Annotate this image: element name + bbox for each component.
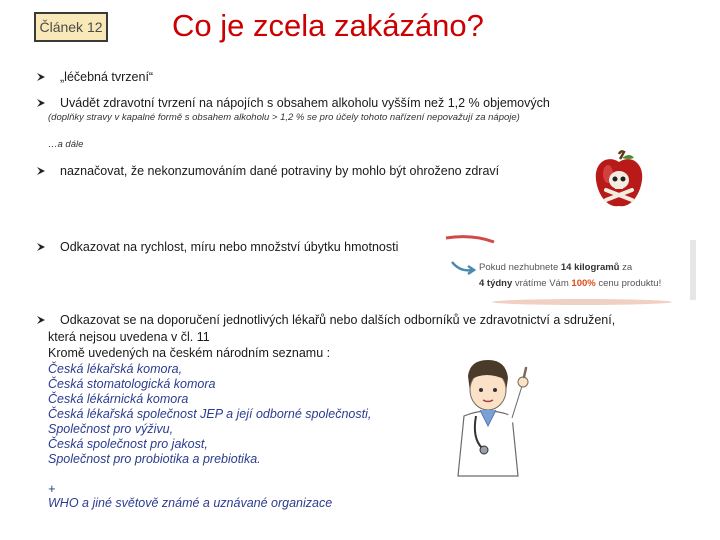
bullet-arrow-icon xyxy=(36,242,46,252)
bullet-text: „léčebná tvrzení“ xyxy=(60,70,154,84)
weight-ad-line-2: 4 týdny vrátíme Vám 100% cenu produktu! xyxy=(479,278,662,289)
bullet-arrow-icon xyxy=(36,315,46,325)
recommendations-line-2: která nejsou uvedena v čl. 11 xyxy=(48,330,210,344)
alcohol-note: (doplňky stravy v kapalné formě s obsahem alkoholu > 1,2 % se pro účely tohoto nařízení nepovažují za nápoje) xyxy=(48,112,520,123)
organizations-list xyxy=(48,362,371,467)
weight-ad-line-1: Pokud nezhubnete 14 kilogramů za xyxy=(479,262,633,273)
bullet-text: naznačovat, že nekonzumováním dané potraviny by mohlo být ohroženo zdraví xyxy=(60,164,500,178)
bullet-health-threat xyxy=(36,164,499,178)
page-title: Co je zcela zakázáno? xyxy=(172,8,484,43)
list-item: Společnost pro výživu, xyxy=(48,422,174,436)
poisoned-apple-image xyxy=(592,150,646,212)
bullet-text: Odkazovat na rychlost, míru nebo množství úbytku hmotnosti xyxy=(60,240,399,254)
bullet-alcohol xyxy=(36,96,550,110)
doctor-illustration xyxy=(446,356,536,480)
list-item: Společnost pro probiotika a prebiotika. xyxy=(48,452,261,466)
bullet-arrow-icon xyxy=(36,166,46,176)
and-more-text: …a dále xyxy=(48,139,84,150)
list-item: Česká lékařská společnost JEP a její odborné společnosti, xyxy=(48,407,372,421)
bullet-text: Uvádět zdravotní tvrzení na nápojích s obsahem alkoholu vyšším než 1,2 % objemových xyxy=(60,96,550,110)
list-item: Česká společnost pro jakost, xyxy=(48,437,208,451)
list-item: Česká stomatologická komora xyxy=(48,377,216,391)
list-item: Česká lékárnická komora xyxy=(48,392,189,406)
who-organizations: WHO a jiné světově známé a uznávané organizace xyxy=(48,496,333,510)
list-item: Česká lékařská komora, xyxy=(48,362,183,376)
bullet-text: Odkazovat se na doporučení jednotlivých lékařů nebo dalších odborníků ve zdravotnictví a sdružení, xyxy=(60,313,616,327)
bullet-arrow-icon xyxy=(36,98,46,108)
bullet-healing-claims xyxy=(36,70,153,84)
bullet-recommendations xyxy=(36,313,615,327)
plus-sign: + xyxy=(48,482,56,496)
bullet-arrow-icon xyxy=(36,72,46,82)
bullet-weight-loss xyxy=(36,240,398,254)
recommendations-line-3: Kromě uvedených na českém národním seznamu : xyxy=(48,346,331,360)
article-badge: Článek 12 xyxy=(34,12,108,42)
